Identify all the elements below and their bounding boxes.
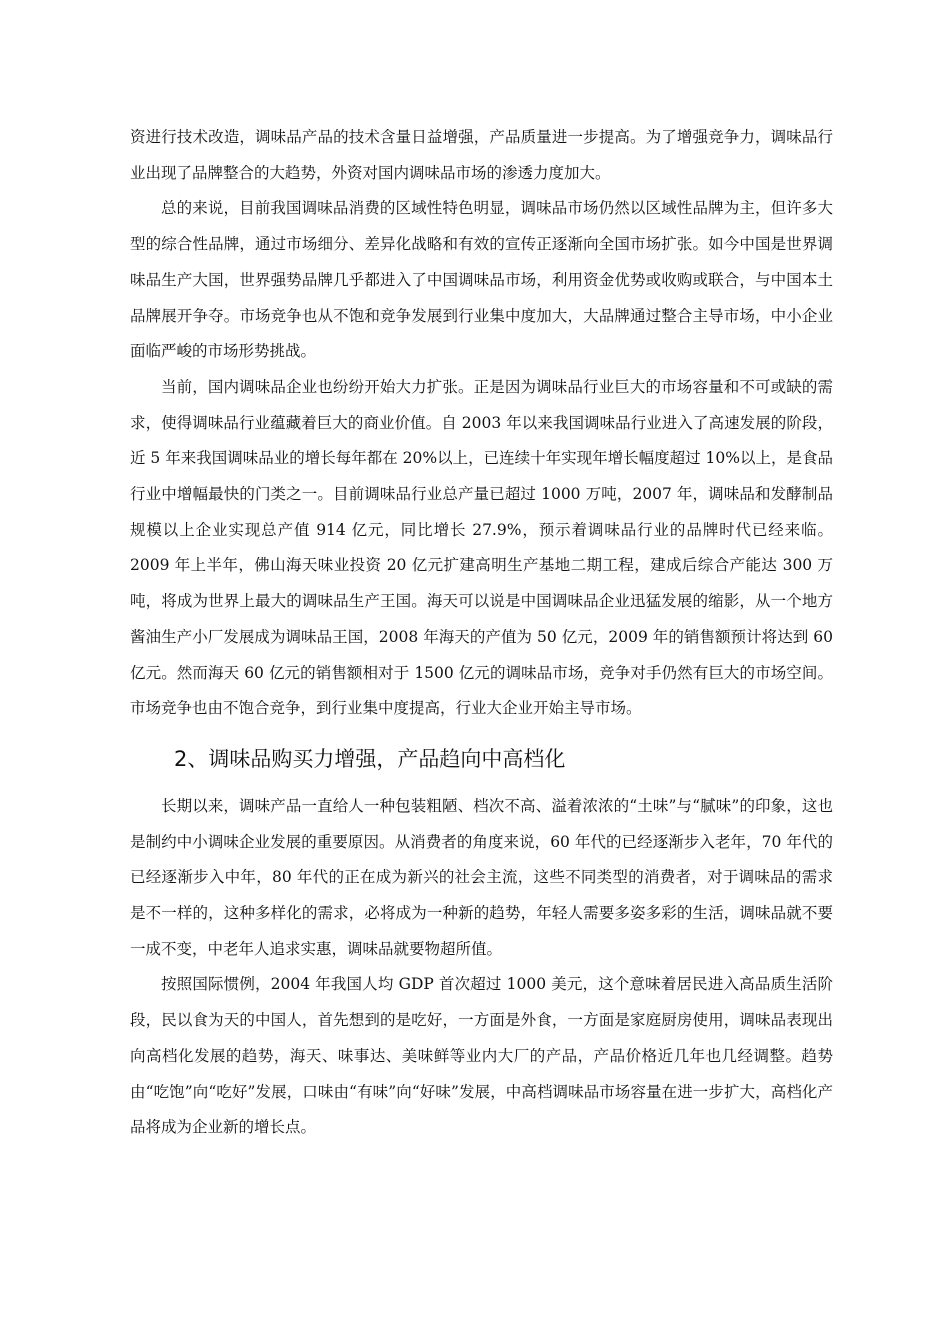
paragraph-consumer-demand: 长期以来，调味产品一直给人一种包装粗陋、档次不高、溢着浓浓的“土味”与“腻味”的印象，这也是制约中小调味企业发展的重要原因。从消费者的角度来说，60 年代的已经逐渐步入老年，70 年代的已经逐渐步入中年，80 年代的正在成为新兴的社会主流，这些不同类型的消费者，对于调味品的需求是不一样的，这种多样化的需求，必将成为一种新的趋势，年轻人需要多姿多彩的生活，调味品就不要一成不变，中老年人追求实惠，调味品就要物超所值。 <box>130 796 833 958</box>
paragraph-industry-expansion: 当前，国内调味品企业也纷纷开始大力扩张。正是因为调味品行业巨大的市场容量和不可或缺的需求，使得调味品行业蕴藏着巨大的商业价值。自 2003 年以来我国调味品行业进入了高速发展的阶段，近 5 年来我国调味品业的增长每年都在 20%以上，已连续十年实现年增长幅度超过 10%以上，是食品行业中增幅最快的门类之一。目前调味品行业总产量已超过 1000 万吨，2007 年，调味品和发酵制品规模以上企业实现总产值 914 亿元，同比增长 27.9%，预示着调味品行业的品牌时代已经来临。2009 年上半年，佛山海天味业投资 20 亿元扩建高明生产基地二期工程，建成后综合产能达 300 万吨，将成为世界上最大的调味品生产王国。海天可以说是中国调味品企业迅猛发展的缩影，从一个地方酱油生产小厂发展成为调味品王国，2008 年海天的产值为 50 亿元，2009 年的销售额预计将达到 60 亿元。然而海天 60 亿元的销售额相对于 1500 亿元的调味品市场，竞争对手仍然有巨大的市场空间。市场竞争也由不饱合竞争，到行业集中度提高，行业大企业开始主导市场。 <box>130 377 833 718</box>
paragraph-continuation: 资进行技术改造，调味品产品的技术含量日益增强，产品质量进一步提高。为了增强竞争力，调味品行业出现了品牌整合的大趋势，外资对国内调味品市场的渗透力度加大。 <box>130 128 833 182</box>
section-heading: 2、调味品购买力增强，产品趋向中高档化 <box>174 746 566 771</box>
paragraph-regional-brands: 总的来说，目前我国调味品消费的区域性特色明显，调味品市场仍然以区域性品牌为主，但许多大型的综合性品牌，通过市场细分、差异化战略和有效的宣传正逐渐向全国市场扩张。如今中国是世界调味品生产大国，世界强势品牌几乎都进入了中国调味品市场，利用资金优势或收购或联合，与中国本土品牌展开争夺。市场竞争也从不饱和竞争发展到行业集中度加大，大品牌通过整合主导市场，中小企业面临严峻的市场形势挑战。 <box>130 199 833 361</box>
document-body <box>130 120 833 1146</box>
paragraph-premium-trend: 按照国际惯例，2004 年我国人均 GDP 首次超过 1000 美元，这个意味着居民进入高品质生活阶段，民以食为天的中国人，首先想到的是吃好，一方面是外食，一方面是家庭厨房使用，调味品表现出向高档化发展的趋势，海天、味事达、美味鲜等业内大厂的产品，产品价格近几年也几经调整。趋势由“吃饱”向“吃好”发展，口味由“有味”向“好味”发展，中高档调味品市场容量在进一步扩大，高档化产品将成为企业新的增长点。 <box>130 975 833 1137</box>
